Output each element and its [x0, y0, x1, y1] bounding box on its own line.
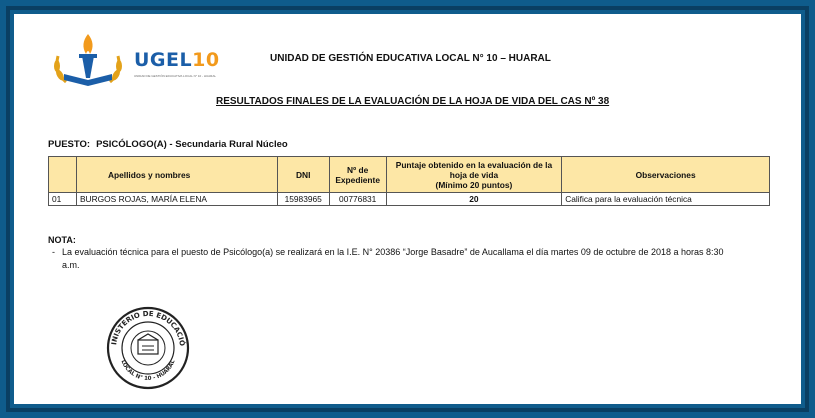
document-title: RESULTADOS FINALES DE LA EVALUACIÓN DE LA HOJA DE VIDA DEL CAS Nº 38: [216, 96, 610, 107]
nota-label: NOTA:: [48, 235, 76, 245]
cell-nombre: BURGOS ROJAS, MARÍA ELENA: [76, 193, 277, 206]
cell-expediente: 00776831: [329, 193, 386, 206]
cell-num: 01: [49, 193, 77, 206]
nota-text: [52, 246, 770, 272]
header-nombre: Apellidos y nombres: [76, 157, 277, 193]
org-title: UNIDAD DE GESTIÓN EDUCATIVA LOCAL N° 10 – HUARAL: [270, 53, 551, 64]
cell-puntaje: 20: [386, 193, 562, 206]
official-seal: [106, 306, 190, 390]
header-expediente: Nº de Expediente: [329, 157, 386, 193]
table-header-row: [49, 157, 770, 193]
ugel-logo: [46, 22, 220, 102]
document-page: [14, 14, 801, 404]
nota-line-2: a.m.: [62, 260, 80, 270]
puesto-line: [48, 139, 288, 150]
svg-text:LOCAL N° 10 - HUARAL: LOCAL N° 10 - HUARAL: [119, 359, 177, 383]
results-table: [48, 156, 770, 206]
svg-text:MINISTERIO DE EDUCACIÓN: INISTERIO DE EDUCACIÓ: [110, 309, 187, 347]
puesto-label: PUESTO:: [48, 139, 91, 150]
header-puntaje: Puntaje obtenido en la evaluación de la hoja de vida (Mínimo 20 puntos): [386, 157, 562, 193]
puesto-value: PSICÓLOGO(A) - Secundaria Rural Núcleo: [96, 139, 288, 150]
header-observaciones: Observaciones: [562, 157, 770, 193]
nota-dash: -: [52, 247, 55, 257]
header-num: [49, 157, 77, 193]
table-row: [49, 193, 770, 206]
cell-observaciones: Califica para la evaluación técnica: [562, 193, 770, 206]
cell-dni: 15983965: [277, 193, 329, 206]
nota-line-1: La evaluación técnica para el puesto de Psicólogo(a) se realizará en la I.E. N° 20386 “Jorge Basadre” de Aucallama el día martes 09 de octubre de 2018 a horas 8:30: [62, 247, 724, 257]
header-dni: DNI: [277, 157, 329, 193]
logo-wordmark: UGEL10: [134, 49, 220, 71]
seal-stamp-icon: [106, 306, 190, 390]
logo-subtitle: UNIDAD DE GESTIÓN EDUCATIVA LOCAL N° 10 - HUARAL: [134, 74, 216, 78]
